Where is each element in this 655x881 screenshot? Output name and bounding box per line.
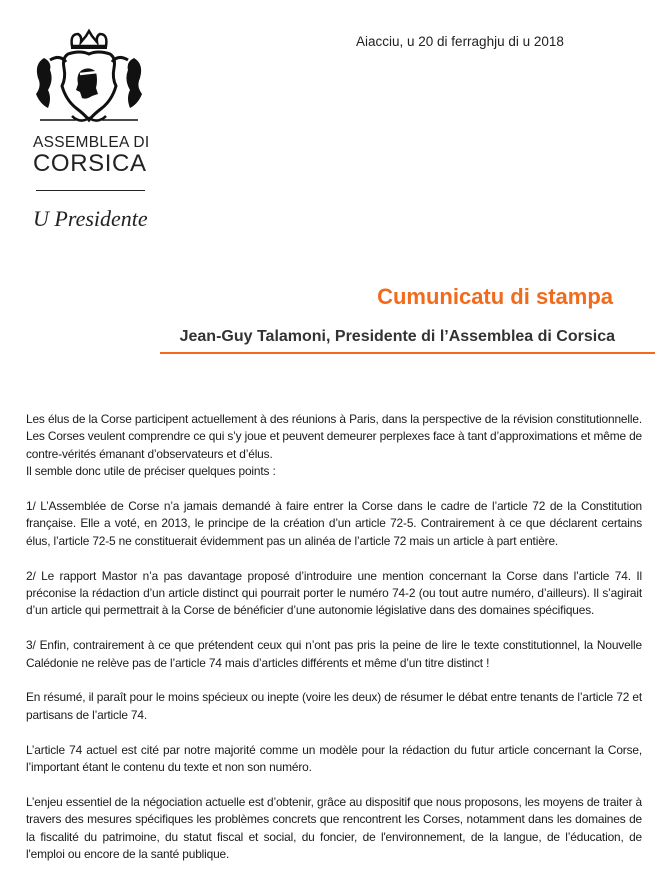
document-date: Aiacciu, u 20 di ferraghju di u 2018: [356, 34, 564, 49]
logo-divider: [36, 190, 145, 191]
paragraph-point-1: 1/ L’Assemblée de Corse n’a jamais demandé à faire entrer la Corse dans le cadre de l’article 72 de la Constitution française. Elle a voté, en 2013, le principe de la création d’un article 72-5. Contrairement à ce que déclarent certains élus, l’article 72-5 ne constituerait évidemment pas un alinéa de l’article 72 mais un article à part entière.: [26, 499, 642, 548]
document-title: Cumunicatu di stampa: [377, 284, 613, 309]
paragraph-point-2: 2/ Le rapport Mastor n’a pas davantage proposé d’introduire une mention concernant la Corse dans l’article 74. Il préconise la rédaction d’un article distinct qui pourrait porter le numéro 74-2 (ou tout autre numéro, d’ailleurs). Il s’agirait d’un article qui permettrait à la Corse de bénéficier d’une autonomie législative dans des domaines spécifiques.: [26, 568, 642, 618]
paragraph-summary: En résumé, il paraît pour le moins spécieux ou inepte (voire les deux) de résumer le débat entre tenants de l’article 72 et partisans de l’article 74.: [26, 690, 642, 722]
paragraph-conclusion: L’enjeu essentiel de la négociation actuelle est d’obtenir, grâce au dispositif que nous proposons, les moyens de traiter à travers des mesures spécifiques les problèmes concrets que rencontrent les Corses, notamment dans les domaines de la fiscalité du patrimoine, du statut fiscal et social, du foncier, de l'environnement, de la langue, de l’éducation, de l'emploi ou encore de la santé publique.: [26, 794, 642, 862]
paragraph-intro: Les élus de la Corse participent actuellement à des réunions à Paris, dans la perspective de la révision constitutionnelle. Les Corses veulent comprendre ce qui s’y joue et peuvent demeurer perplexes face à tant d’approximations et même de contre-vérités émanant d’observateurs et d’élus.: [26, 412, 642, 461]
logo-text-line1: ASSEMBLEA DI: [33, 134, 150, 151]
document-subtitle: Jean-Guy Talamoni, Presidente di l’Assemblea di Corsica: [179, 328, 615, 345]
document-body: [26, 411, 642, 881]
paragraph-lead-in: Il semble donc utile de préciser quelques points :: [26, 464, 276, 479]
signature-title: U Presidente: [33, 206, 148, 231]
coat-of-arms-icon: [26, 28, 152, 128]
paragraph-article-74: L’article 74 actuel est cité par notre majorité comme un modèle pour la rédaction du futur article concernant la Corse, l’important étant le contenu du texte et non son numéro.: [26, 742, 642, 775]
title-underline: [160, 352, 655, 354]
paragraph-point-3: 3/ Enfin, contrairement à ce que prétendent ceux qui n’ont pas pris la peine de lire le texte constitutionnel, la Nouvelle Calédonie ne relève pas de l’article 74 mais d’articles différents et même d’un titre distinct !: [26, 638, 642, 670]
logo-text-line2: CORSICA: [33, 150, 147, 177]
